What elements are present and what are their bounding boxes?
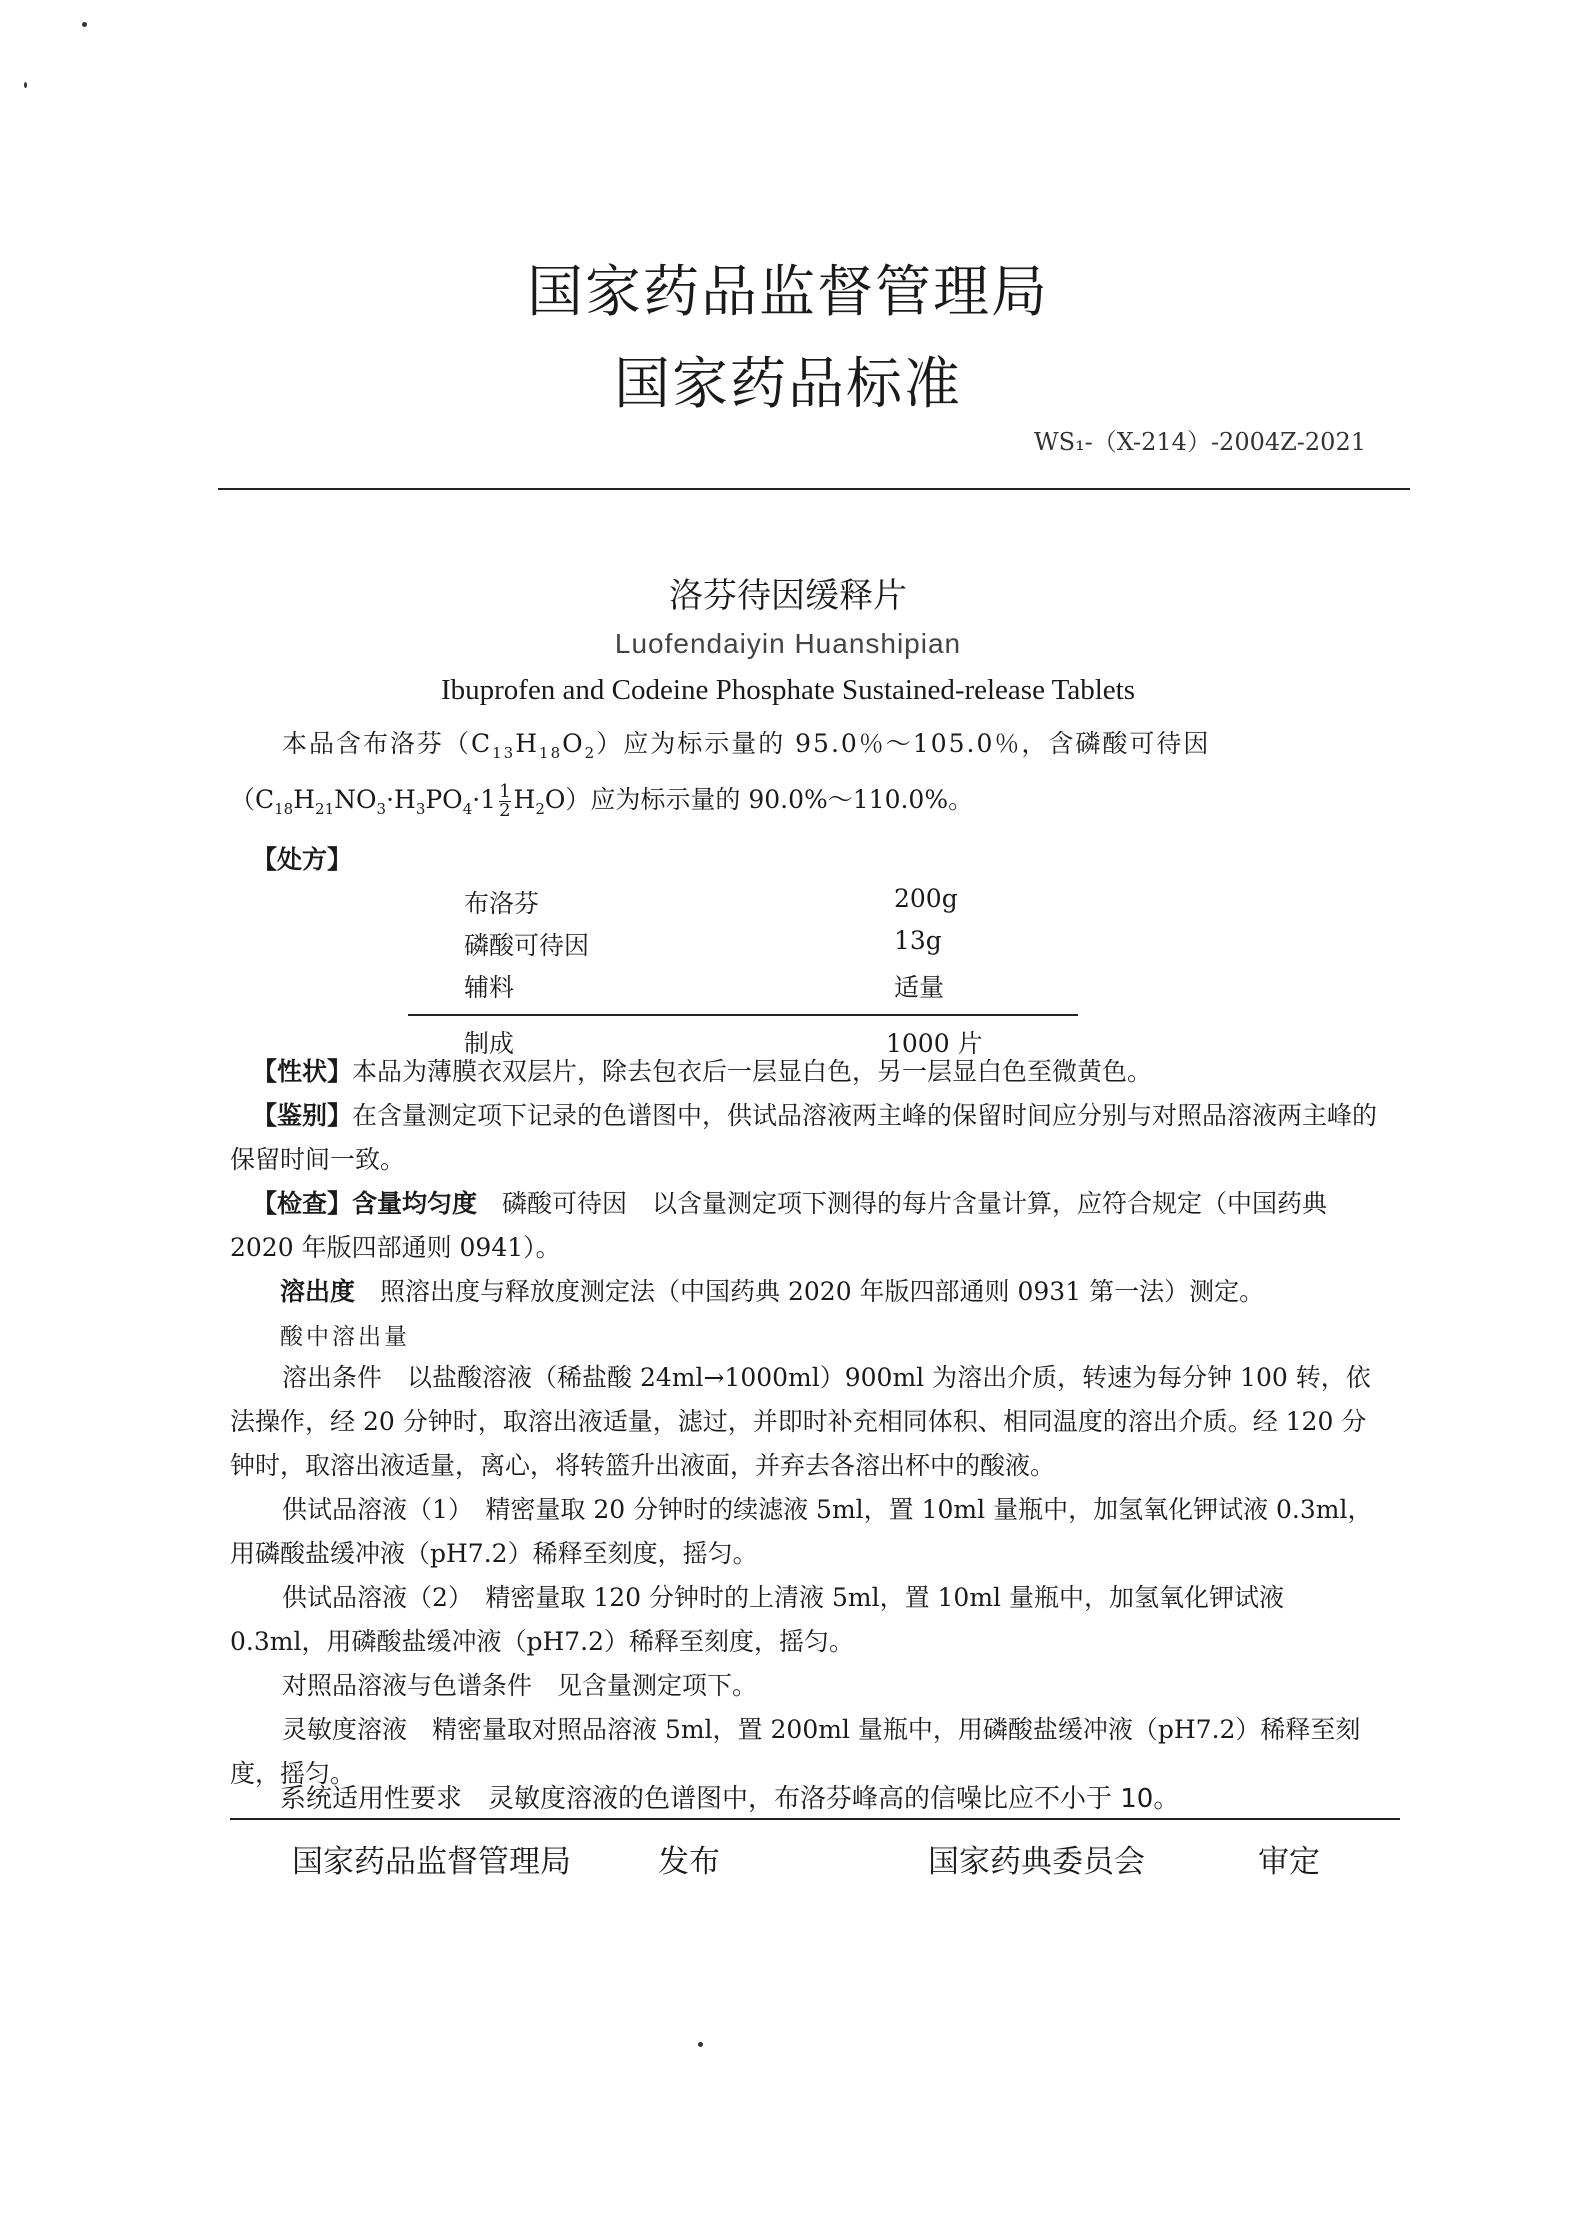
dissolution-conditions: 溶出条件 以盐酸溶液（稀盐酸 24ml→1000ml）900ml 为溶出介质，转速为每分钟 100 转，依法操作，经 20 分钟时，取溶出液适量，滤过，并即时补充相同体积、相同温度的溶出介质。经 120 分钟时，取溶出液适量，离心，将转篮升出液面，并弃去各溶出杯中的酸液。	[230, 1363, 1371, 1480]
fraction: $\frac{1}{2}$	[499, 781, 511, 821]
table-row: 磷酸可待因 13g	[464, 926, 942, 960]
product-name-en: Ibuprofen and Codeine Phosphate Sustained-release Tablets	[440, 674, 1136, 706]
table-row: 布洛芬 200g	[464, 884, 958, 918]
scan-speck	[24, 82, 27, 88]
reference-solution: 对照品溶液与色谱条件 见含量测定项下。	[282, 1671, 758, 1700]
scan-speck	[82, 22, 87, 27]
system-suitability: 系统适用性要求 灵敏度溶液的色谱图中，布洛芬峰高的信噪比应不小于 10。	[280, 1784, 1180, 1814]
header-divider	[218, 488, 1410, 490]
sample-solution-1: 供试品溶液（1） 精密量取 20 分钟时的续滤液 5ml，置 10ml 量瓶中，加氢氧化钾试液 0.3ml，用磷酸盐缓冲液（pH7.2）稀释至刻度，摇匀。	[230, 1495, 1373, 1568]
table-total-divider	[408, 1014, 1078, 1016]
sample-solution-2: 供试品溶液（2） 精密量取 120 分钟时的上清液 5ml，置 10ml 量瓶中，加氢氧化钾试液 0.3ml，用磷酸盐缓冲液（pH7.2）稀释至刻度，摇匀。	[230, 1583, 1284, 1656]
prescription-table	[408, 880, 1078, 1062]
footer-divider	[230, 1818, 1400, 1820]
identification-section: 【鉴别】在含量测定项下记录的色谱图中，供试品溶液两主峰的保留时间应分别与对照品溶液两主峰的保留时间一致。	[230, 1101, 1378, 1174]
footer-publish-label: 发布	[658, 1844, 720, 1880]
footer-review-label: 审定	[1258, 1844, 1320, 1880]
prescription-heading: 【处方】	[252, 845, 353, 874]
acid-dissolution-heading: 酸中溶出量	[280, 1324, 410, 1350]
sensitivity-solution: 灵敏度溶液 精密量取对照品溶液 5ml，置 200ml 量瓶中，用磷酸盐缓冲液（pH7.2）稀释至刻度，摇匀。	[230, 1715, 1361, 1788]
properties-section: 【性状】本品为薄膜衣双层片，除去包衣后一层显白色，另一层显白色至微黄色。	[252, 1057, 1153, 1086]
product-name-pinyin: Luofendaiyin Huanshipian	[614, 628, 962, 659]
table-row: 辅料 适量	[464, 973, 945, 1002]
dissolution-section: 溶出度 照溶出度与释放度测定法（中国药典 2020 年版四部通则 0931 第一法）测定。	[280, 1277, 1265, 1306]
standard-title: 国家药品标准	[614, 352, 962, 417]
standard-number: WS₁-（X-214）-2004Z-2021	[1033, 428, 1366, 456]
footer-reviewer: 国家药典委员会	[928, 1844, 1145, 1880]
table-total-row: 制成 1000 片	[464, 1029, 983, 1058]
issuing-authority-title: 国家药品监督管理局	[527, 260, 1049, 325]
content-statement: 本品含布洛芬$(C_{13}H_{18}O_2)$应为标示量的 95.0％～105.0％，含磷酸可待因	[282, 729, 1211, 762]
scan-speck	[698, 2042, 703, 2047]
footer-publisher: 国家药品监督管理局	[292, 1844, 571, 1880]
product-name-cn: 洛芬待因缓释片	[669, 576, 907, 616]
content-statement-cont: （$C_{18}H_{21}NO_3\cdot H_3PO_4\cdot 1$ $\frac{1}{2}$ $H_2O$）应为标示量的 90.0%～110.0%。	[230, 781, 974, 821]
inspection-section: 【检查】含量均匀度 磷酸可待因 以含量测定项下测得的每片含量计算，应符合规定（中国药典 2020 年版四部通则 0941）。	[230, 1189, 1328, 1262]
